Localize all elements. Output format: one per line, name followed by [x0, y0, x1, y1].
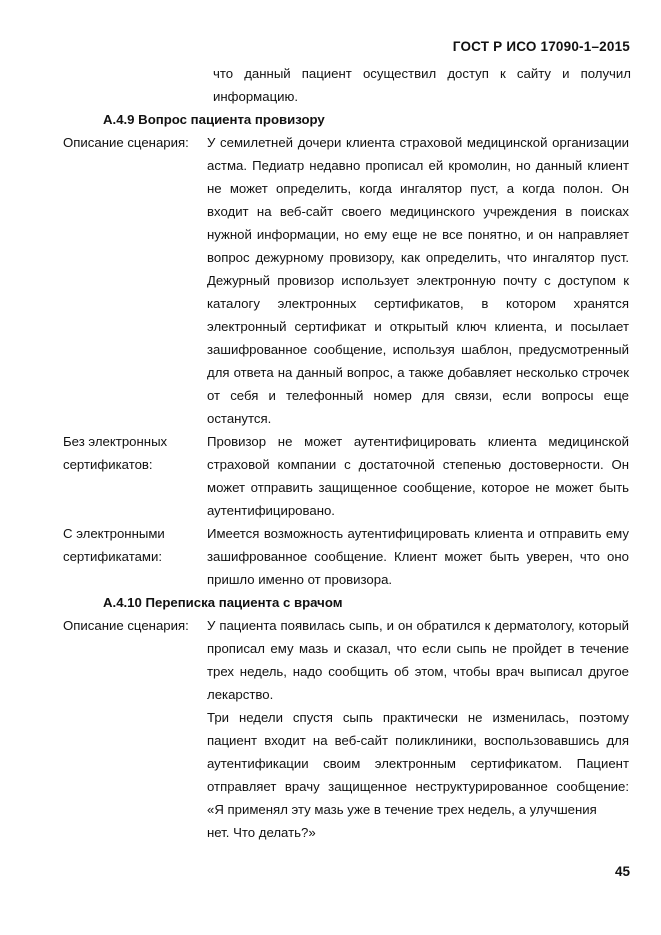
page-number: 45 [614, 864, 630, 879]
row-term: Описание сценария: [63, 135, 189, 150]
description-paragraph: нет. Что делать?» [207, 825, 316, 840]
section-title: А.4.10 Переписка пациента с врачом [103, 595, 343, 610]
row-term: С электронными сертификатами: [63, 526, 165, 564]
without-certificates-row [63, 430, 631, 522]
row-description [207, 131, 629, 430]
description-paragraph: У семилетней дочери клиента страховой медицинской организации астма. Педиатр недавно прописал ей кромолин, но данный клиент не может определить, когда ингалятор пуст, а когда полон. Он входит на веб-сайт своего медицинского учреждения в поисках нужной информации, но ему еще не все понятно, и он направляет вопрос дежурному провизору, как определить, что ингалятор пуст. Дежурный провизор использует электронную почту с доступом к каталогу электронных сертификатов, в котором хранятся электронный сертификат и открытый ключ клиента, и посылает зашифрованное сообщение, используя шаблон, предусмотренный для ответа на данный вопрос, а также добавляет несколько строчек от себя и телефонный номер для связи, если вопросы еще останутся. [207, 135, 629, 426]
description-paragraph: Провизор не может аутентифицировать клиента медицинской страховой компании с достаточной степенью достоверности. Он может отправить защищенное сообщение, которое не может быть аутентифицировано. [207, 434, 629, 518]
page-body [63, 62, 631, 844]
section-a-4-10 [63, 591, 631, 844]
row-description [207, 430, 629, 522]
scenario-row [63, 131, 631, 430]
description-paragraph: Три недели спустя сыпь практически не изменилась, поэтому пациент входит на веб-сайт поликлиники, воспользовавшись для аутентификации своим электронным сертификатом. Пациент отправляет врачу защищенное неструктурированное сообщение: «Я применял эту мазь уже в течение трех недель, а улучшения [207, 710, 629, 817]
with-certificates-row [63, 522, 631, 591]
continuation-paragraph: что данный пациент осуществил доступ к сайту и получил информацию. [213, 66, 631, 104]
document-code-header: ГОСТ Р ИСО 17090-1–2015 [452, 39, 630, 54]
section-a-4-9 [63, 108, 631, 591]
section-title: А.4.9 Вопрос пациента провизору [103, 112, 325, 127]
description-paragraph: У пациента появилась сыпь, и он обратился к дерматологу, который прописал ему мазь и сказал, что если сыпь не пройдет в течение трех недель, надо сообщить об этом, чтобы врач выписал другое лекарство. [207, 618, 629, 702]
row-description [207, 522, 629, 591]
row-term: Без электронных сертификатов: [63, 434, 168, 472]
description-paragraph: Имеется возможность аутентифицировать клиента и отправить ему зашифрованное сообщение. Клиент может быть уверен, что оно пришло именно от провизора. [207, 526, 629, 587]
row-description [207, 614, 629, 844]
scenario-row [63, 614, 631, 844]
row-term: Описание сценария: [63, 618, 189, 633]
